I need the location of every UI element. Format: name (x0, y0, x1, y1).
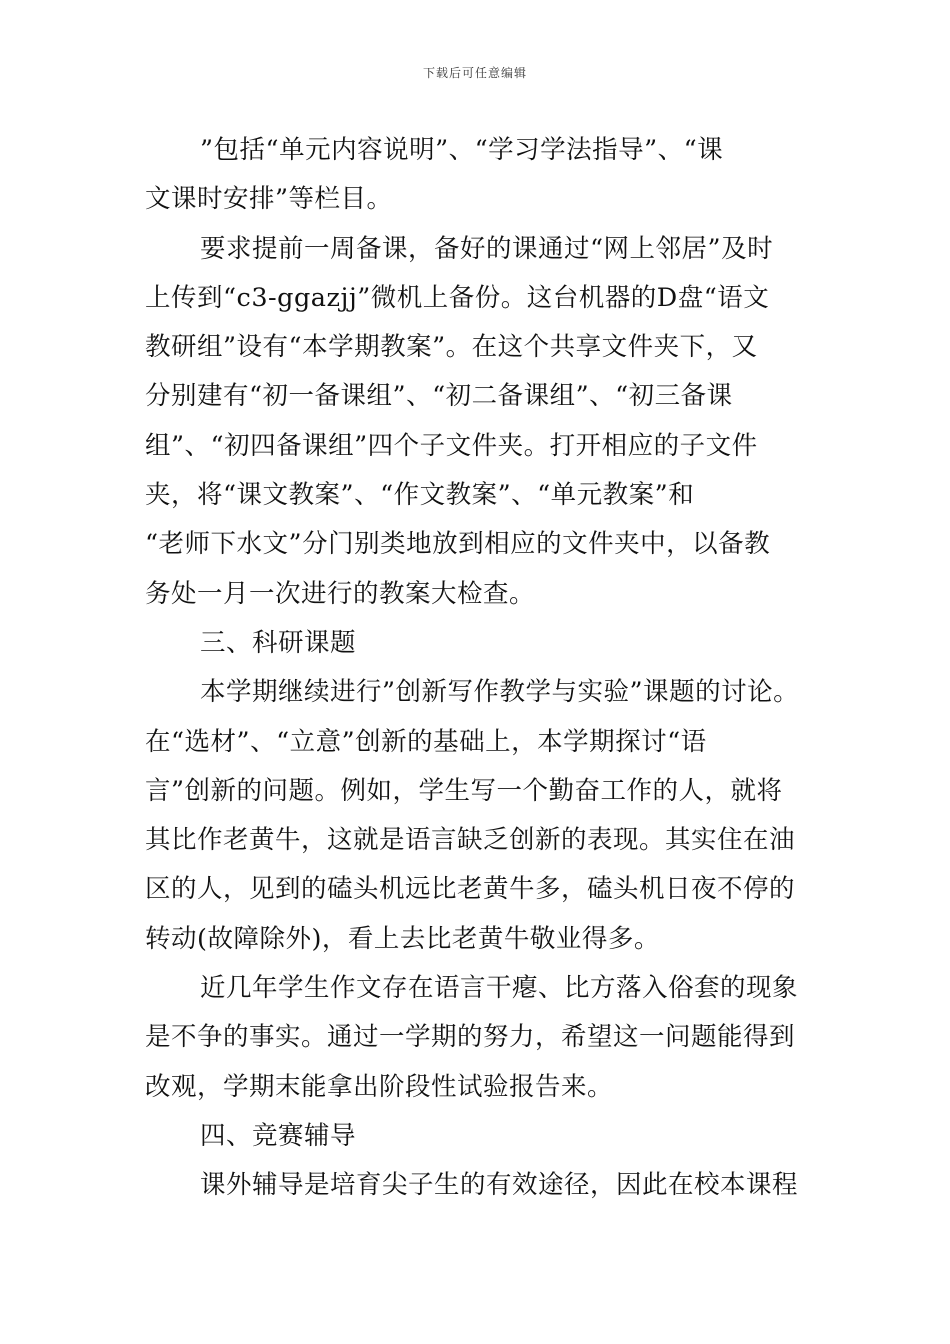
text-line: 夹，将“课文教案”、“作文教案”、“单元教案”和 (145, 480, 695, 511)
text-line: 分别建有“初一备课组”、“初二备课组”、“初三备课 (145, 381, 733, 412)
text-line: 文课时安排”等栏目。 (145, 184, 393, 215)
text-line: 上传到“c3-ggazjj”微机上备份。这台机器的D盘“语文 (145, 282, 770, 313)
text-line: 课外辅导是培育尖子生的有效途径，因此在校本课程 (200, 1170, 799, 1201)
text-line: 在“选材”、“立意”创新的基础上，本学期探讨“语 (145, 726, 707, 757)
text-line: 其比作老黄牛，这就是语言缺乏创新的表现。其实住在油 (145, 825, 796, 856)
text-line: 言”创新的问题。例如，学生写一个勤奋工作的人，就将 (145, 775, 783, 806)
text-line: 近几年学生作文存在语言干瘪、比方落入俗套的现象 (200, 973, 799, 1004)
text-line: 是不争的事实。通过一学期的努力，希望这一问题能得到 (145, 1022, 796, 1053)
text-line: 教研组”设有“本学期教案”。在这个共享文件夹下，又 (145, 332, 758, 363)
text-line: 四、竞赛辅导 (200, 1120, 357, 1151)
text-line: 改观，学期末能拿出阶段性试验报告来。 (145, 1071, 614, 1102)
text-line: ”包括“单元内容说明”、“学习学法指导”、“课 (200, 135, 724, 165)
text-line: “老师下水文”分门别类地放到相应的文件夹中，以备教 (145, 529, 771, 560)
text-line: 组”、“初四备课组”四个子文件夹。打开相应的子文件 (145, 430, 758, 461)
page-header: 下载后可任意编辑 (422, 66, 527, 80)
text-line: 区的人，见到的磕头机远比老黄牛多，磕头机日夜不停的 (145, 874, 796, 905)
text-line: 三、科研课题 (200, 627, 357, 658)
text-line: 要求提前一周备课，备好的课通过“网上邻居”及时 (200, 233, 774, 264)
text-line: 转动(故障除外)，看上去比老黄牛敬业得多。 (145, 923, 660, 954)
text-line: 本学期继续进行”创新写作教学与实验”课题的讨论。 (200, 677, 800, 708)
text-line: 务处一月一次进行的教案大检查。 (145, 578, 536, 609)
document-body (145, 126, 813, 1211)
